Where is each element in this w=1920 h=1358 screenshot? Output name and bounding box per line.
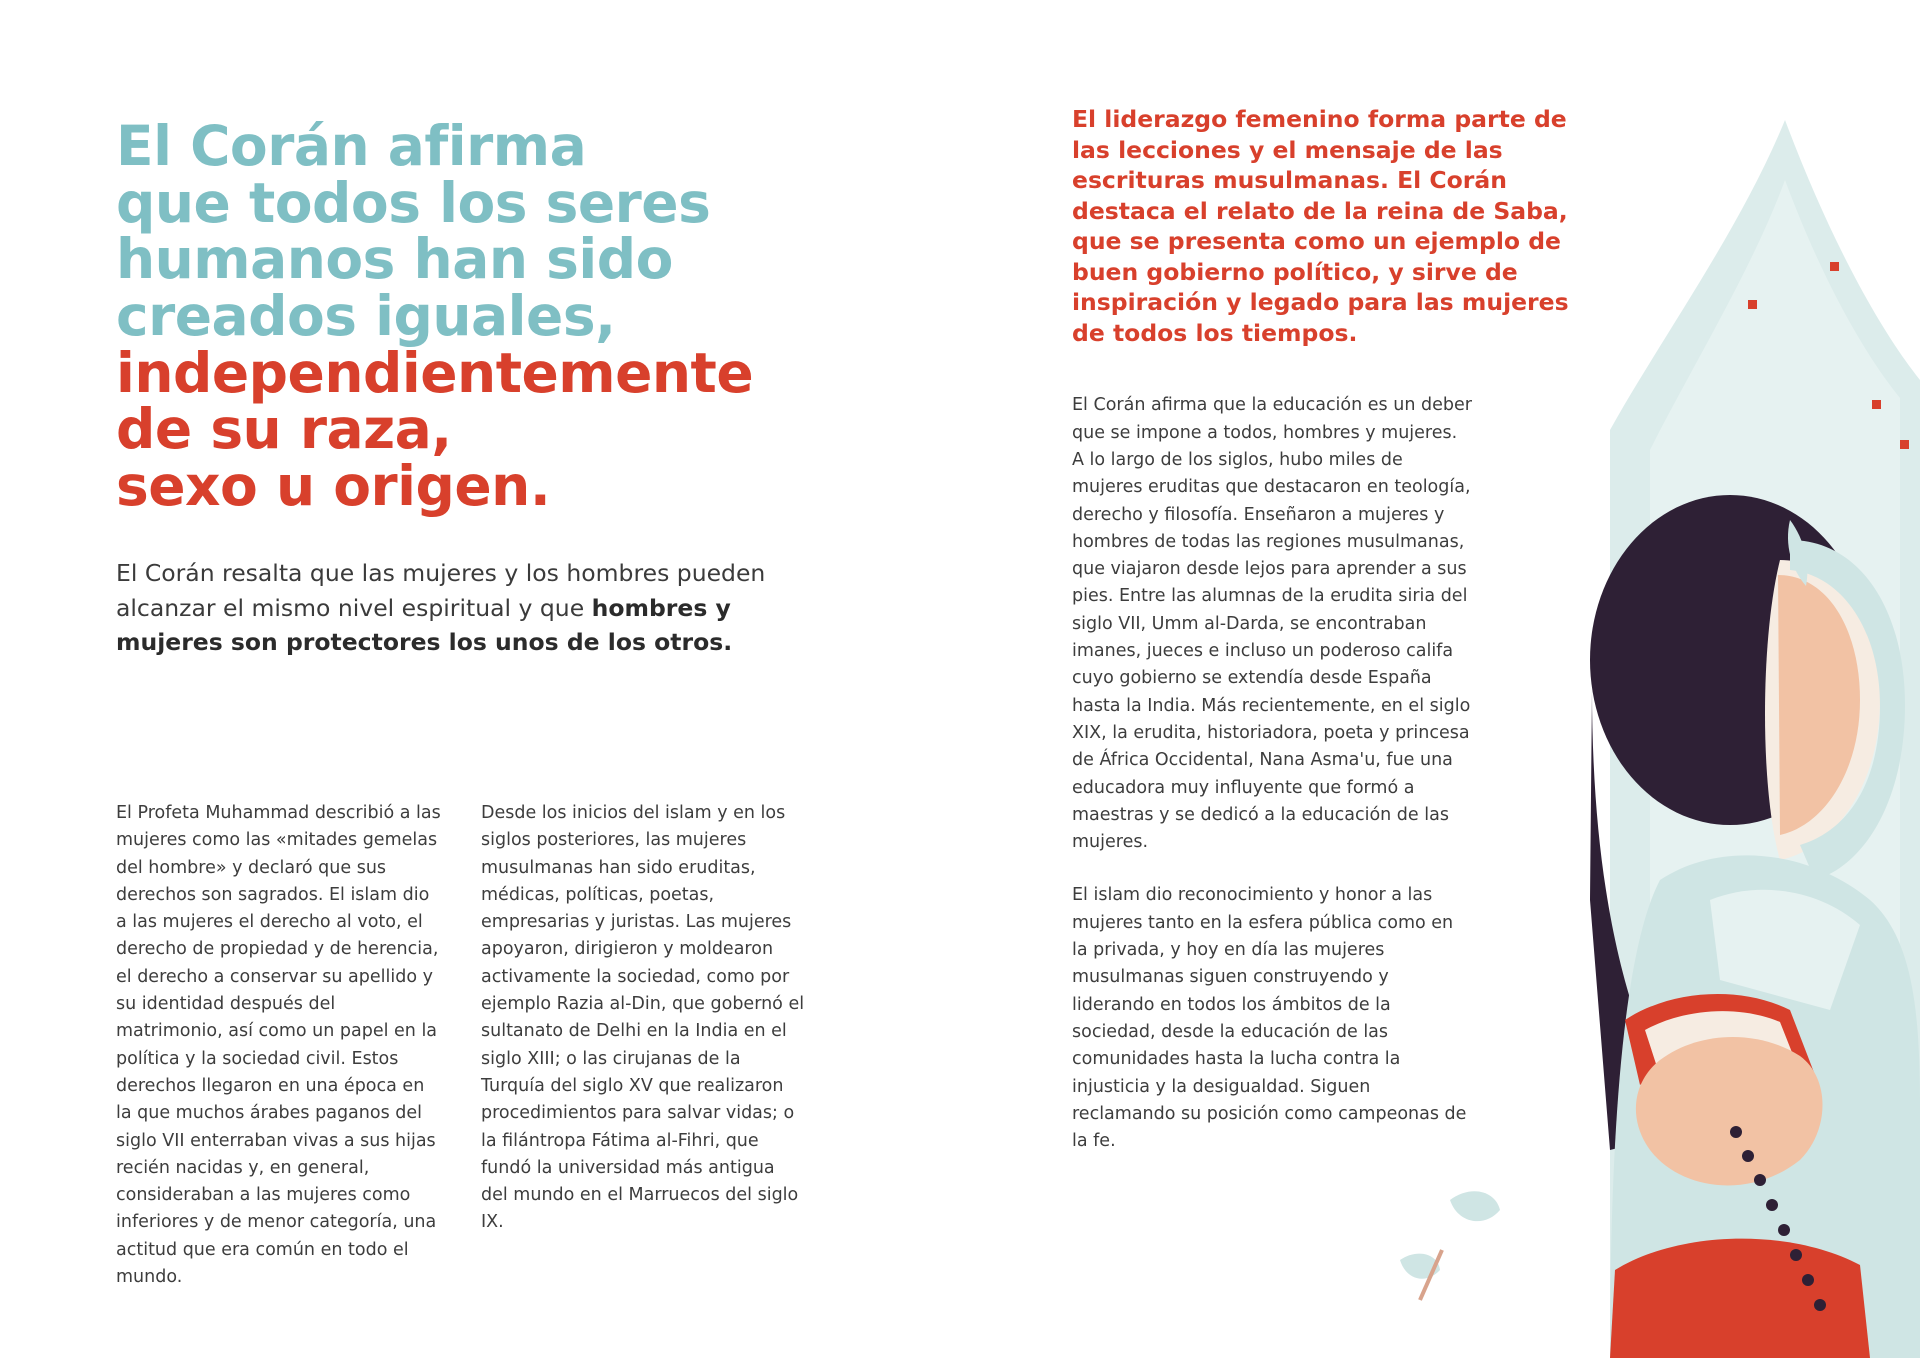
right-intro-paragraph: El liderazgo femenino forma parte de las lecciones y el mensaje de las escrituras musulmanas. El Corán destaca el relato de la reina de Saba, que se presenta como un ejemplo de buen gobierno político, y sirve de inspiración y legado para las mujeres de todos los tiempos. bbox=[1072, 105, 1569, 347]
lede-paragraph bbox=[116, 556, 836, 658]
figure-arm bbox=[1636, 1037, 1823, 1185]
left-body-columns bbox=[116, 800, 846, 1291]
headline-line-5: independientemente bbox=[116, 340, 754, 405]
right-body bbox=[1072, 392, 1472, 1155]
body-column-1-text: El Profeta Muhammad describió a las mujeres como las «mitades gemelas del hombre» y declaró que sus derechos son sagrados. El islam dio a las mujeres el derecho al voto, el derecho de propiedad y de herencia, el derecho a conservar su apellido y su identidad después del matrimonio, así como un papel en la política y la sociedad civil. Estos derechos llegaron en una época en la que muchos árabes paganos del siglo VII enterraban vivas a sus hijas recién nacidas y, en general, consideraban a las mujeres como inferiores y de menor categoría, una actitud que era común en todo el mundo. bbox=[116, 803, 441, 1288]
lede-bold-text: hombres y mujeres son protectores los unos de los otros. bbox=[116, 593, 733, 656]
right-paragraph-1: El Corán afirma que la educación es un deber que se impone a todos, hombres y mujeres. A lo largo de los siglos, hubo miles de mujeres eruditas que destacaron en teología, derecho y filosofía. Enseñaron a mujeres y hombres de todas las regiones musulmanas, que viajaron desde lejos para aprender a sus pies. Entre las alumnas de la erudita siria del siglo VII, Umm al-Darda, se encontraban imanes, jueces e incluso un poderoso califa cuyo gobierno se extendía desde España hasta la India. Más recientemente, en el siglo XIX, la erudita, historiadora, poeta y princesa de África Occidental, Nana Asma'u, fue una educadora muy influyente que formó a maestras y se dedicó a la educación de las mujeres. bbox=[1072, 395, 1472, 853]
body-column-2 bbox=[481, 800, 806, 1291]
headline-line-7: sexo u origen. bbox=[116, 453, 551, 518]
left-column bbox=[116, 114, 836, 682]
right-paragraph-2: El islam dio reconocimiento y honor a las mujeres tanto en la esfera pública como en la privada, y hoy en día las mujeres musulmanas siguen construyendo y liderando en todos los ámbitos de la sociedad, desde la educación de las comunidades hasta la lucha contra la injusticia y la desigualdad. Siguen reclamando su posición como campeonas de la fe. bbox=[1072, 885, 1467, 1152]
headline-line-6: de su raza, bbox=[116, 397, 452, 462]
headline-line-1: El Corán afirma bbox=[116, 114, 587, 178]
headline-line-2: que todos los seres bbox=[116, 170, 711, 235]
right-column bbox=[1072, 104, 1569, 1181]
body-column-1 bbox=[116, 800, 441, 1291]
headline-line-3: humanos han sido bbox=[116, 227, 673, 292]
page-headline bbox=[116, 114, 836, 518]
body-column-2-text: Desde los inicios del islam y en los siglos posteriores, las mujeres musulmanas han sido eruditas, médicas, políticas, poetas, empresarias y juristas. Las mujeres apoyaron, dirigieron y moldearon activamente la sociedad, como por ejemplo Razia al-Din, que gobernó el sultanato de Delhi en la India en el siglo XIII; o las cirujanas de la Turquía del siglo XV que realizaron procedimientos para salvar vidas; o la filántropa Fátima al-Fihri, que fundó la universidad más antigua del mundo en el Marruecos del siglo IX. bbox=[481, 803, 805, 1233]
headline-line-4: creados iguales, bbox=[116, 283, 616, 348]
leaf-accents bbox=[1400, 1191, 1500, 1278]
lede-plain-text: El Corán resalta que las mujeres y los hombres pueden alcanzar el mismo nivel espiritual y que bbox=[116, 559, 766, 622]
